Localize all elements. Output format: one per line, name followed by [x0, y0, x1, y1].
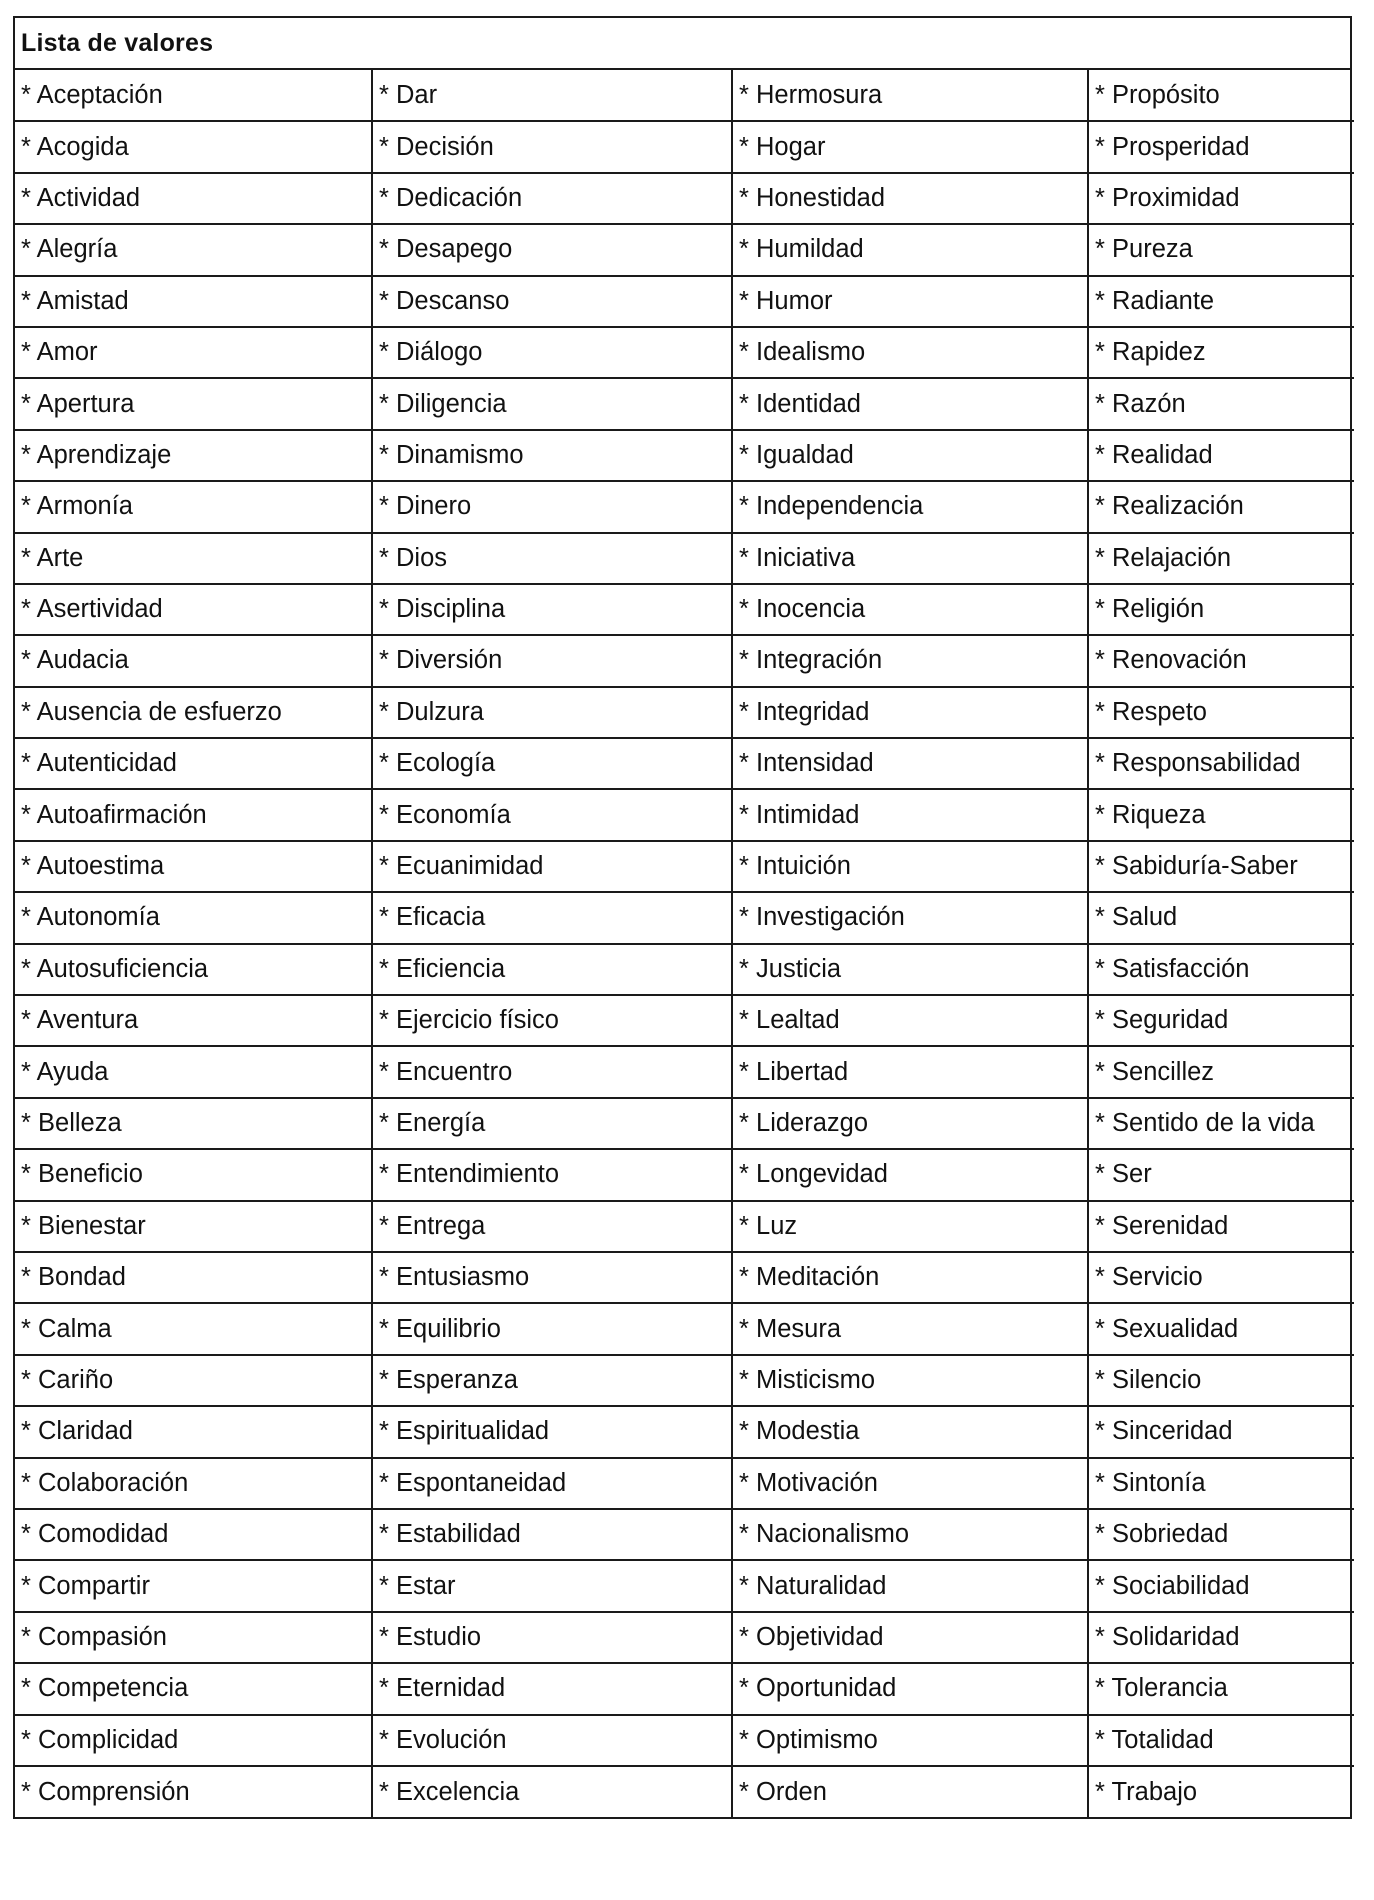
value-cell: * Autoafirmación: [15, 789, 372, 840]
value-cell: * Bondad: [15, 1252, 372, 1303]
value-cell: * Ser: [1088, 1149, 1354, 1200]
table-row: [15, 1560, 1354, 1611]
value-cell: * Trabajo: [1088, 1766, 1354, 1817]
value-cell: * Identidad: [732, 378, 1088, 429]
value-cell: * Relajación: [1088, 533, 1354, 584]
value-cell: * Economía: [372, 789, 732, 840]
table-row: [15, 635, 1354, 686]
value-cell: * Estabilidad: [372, 1509, 732, 1560]
value-cell: * Orden: [732, 1766, 1088, 1817]
value-cell: * Honestidad: [732, 173, 1088, 224]
table-row: [15, 1149, 1354, 1200]
value-cell: * Sexualidad: [1088, 1303, 1354, 1354]
value-cell: * Autonomía: [15, 892, 372, 943]
value-cell: * Integridad: [732, 687, 1088, 738]
value-cell: * Bienestar: [15, 1201, 372, 1252]
table-row: [15, 378, 1354, 429]
value-cell: * Ayuda: [15, 1046, 372, 1097]
value-cell: * Eficacia: [372, 892, 732, 943]
value-cell: * Estudio: [372, 1612, 732, 1663]
table-row: [15, 995, 1354, 1046]
value-cell: * Aceptación: [21, 80, 163, 109]
value-cell: * Solidaridad: [1088, 1612, 1354, 1663]
value-cell: * Rapidez: [1088, 327, 1354, 378]
table-row: [15, 1252, 1354, 1303]
value-cell: * Pureza: [1088, 224, 1354, 275]
value-cell: * Descanso: [372, 276, 732, 327]
value-cell: * Ausencia de esfuerzo: [15, 687, 372, 738]
value-cell: * Igualdad: [732, 430, 1088, 481]
value-cell: * Mesura: [732, 1303, 1088, 1354]
value-cell: * Meditación: [732, 1252, 1088, 1303]
value-cell: * Disciplina: [372, 584, 732, 635]
value-cell: * Compartir: [15, 1560, 372, 1611]
value-cell: * Aprendizaje: [15, 430, 372, 481]
value-cell: * Luz: [732, 1201, 1088, 1252]
value-cell: * Amor: [15, 327, 372, 378]
value-cell: * Optimismo: [732, 1715, 1088, 1766]
value-cell: * Espontaneidad: [372, 1458, 732, 1509]
value-cell: * Dios: [372, 533, 732, 584]
table-row: [15, 481, 1354, 532]
value-cell: * Salud: [1088, 892, 1354, 943]
table-row: [15, 430, 1354, 481]
value-cell: * Tolerancia: [1088, 1663, 1354, 1714]
value-cell: * Sabiduría-Saber: [1088, 841, 1354, 892]
table-row: [15, 121, 1354, 172]
value-cell: * Armonía: [15, 481, 372, 532]
value-cell: * Energía: [372, 1098, 732, 1149]
value-cell: * Entusiasmo: [372, 1252, 732, 1303]
value-cell: * Equilibrio: [372, 1303, 732, 1354]
value-cell: * Compasión: [15, 1612, 372, 1663]
values-table-body: [15, 70, 1354, 1817]
value-cell: * Intuición: [732, 841, 1088, 892]
value-cell: * Longevidad: [732, 1149, 1088, 1200]
value-cell: * Excelencia: [372, 1766, 732, 1817]
value-cell: * Hermosura: [732, 70, 1088, 121]
value-cell: * Beneficio: [15, 1149, 372, 1200]
table-row: [15, 70, 1354, 121]
table-row: [15, 1355, 1354, 1406]
value-cell: * Humor: [732, 276, 1088, 327]
value-cell: * Ejercicio físico: [372, 995, 732, 1046]
value-cell: * Realidad: [1088, 430, 1354, 481]
value-cell: * Eternidad: [372, 1663, 732, 1714]
table-row: [15, 1663, 1354, 1714]
table-row: [15, 1509, 1354, 1560]
value-cell: * Entrega: [372, 1201, 732, 1252]
table-row: [15, 584, 1354, 635]
table-row: [15, 738, 1354, 789]
value-cell: * Sinceridad: [1088, 1406, 1354, 1457]
value-cell: * Decisión: [372, 121, 732, 172]
table-row: [15, 327, 1354, 378]
value-cell: * Amistad: [15, 276, 372, 327]
value-cell: * Asertividad: [15, 584, 372, 635]
value-cell: * Ecuanimidad: [372, 841, 732, 892]
value-cell: * Claridad: [15, 1406, 372, 1457]
value-cell: * Serenidad: [1088, 1201, 1354, 1252]
value-cell: * Humildad: [732, 224, 1088, 275]
table-title: Lista de valores: [21, 28, 214, 57]
value-cell: * Apertura: [15, 378, 372, 429]
value-cell: * Naturalidad: [732, 1560, 1088, 1611]
value-cell: * Totalidad: [1088, 1715, 1354, 1766]
value-cell: * Liderazgo: [732, 1098, 1088, 1149]
value-cell: * Razón: [1088, 378, 1354, 429]
value-cell: * Nacionalismo: [732, 1509, 1088, 1560]
value-cell: * Esperanza: [372, 1355, 732, 1406]
value-cell: * Ecología: [372, 738, 732, 789]
value-cell: * Iniciativa: [732, 533, 1088, 584]
value-cell: * Investigación: [732, 892, 1088, 943]
value-cell: * Satisfacción: [1088, 944, 1354, 995]
table-row: [15, 944, 1354, 995]
value-cell: * Estar: [372, 1560, 732, 1611]
value-cell: * Idealismo: [732, 327, 1088, 378]
value-cell: * Desapego: [372, 224, 732, 275]
value-cell: * Dulzura: [372, 687, 732, 738]
table-row: [15, 224, 1354, 275]
value-cell: * Complicidad: [15, 1715, 372, 1766]
value-cell: * Competencia: [15, 1663, 372, 1714]
value-cell: * Sobriedad: [1088, 1509, 1354, 1560]
value-cell: * Oportunidad: [732, 1663, 1088, 1714]
table-title-row: [15, 18, 1350, 70]
value-cell: * Realización: [1088, 481, 1354, 532]
value-cell: * Inocencia: [732, 584, 1088, 635]
value-cell: * Colaboración: [15, 1458, 372, 1509]
value-cell: * Diversión: [372, 635, 732, 686]
value-cell: * Hogar: [732, 121, 1088, 172]
value-cell: * Lealtad: [732, 995, 1088, 1046]
value-cell: * Responsabilidad: [1088, 738, 1354, 789]
table-row: [15, 1098, 1354, 1149]
table-row: [15, 1458, 1354, 1509]
value-cell: * Dar: [372, 70, 732, 121]
value-cell: * Diligencia: [372, 378, 732, 429]
value-cell: * Independencia: [732, 481, 1088, 532]
table-row: [15, 1766, 1354, 1817]
table-row: [15, 1715, 1354, 1766]
value-cell: * Renovación: [1088, 635, 1354, 686]
value-cell: * Radiante: [1088, 276, 1354, 327]
values-table: [15, 70, 1354, 1817]
value-cell: * Silencio: [1088, 1355, 1354, 1406]
value-cell: * Intensidad: [732, 738, 1088, 789]
value-cell: * Justicia: [732, 944, 1088, 995]
value-cell: * Autosuficiencia: [15, 944, 372, 995]
value-cell: * Sociabilidad: [1088, 1560, 1354, 1611]
value-cell: * Arte: [15, 533, 372, 584]
value-cell: * Comprensión: [15, 1766, 372, 1817]
table-row: [15, 276, 1354, 327]
table-row: [15, 1046, 1354, 1097]
value-cell: * Acogida: [15, 121, 372, 172]
value-cell: * Eficiencia: [372, 944, 732, 995]
value-cell: * Religión: [1088, 584, 1354, 635]
table-row: [15, 1303, 1354, 1354]
value-cell: * Riqueza: [1088, 789, 1354, 840]
value-cell: * Diálogo: [372, 327, 732, 378]
value-cell: * Propósito: [1088, 70, 1354, 121]
value-cell: * Proximidad: [1088, 173, 1354, 224]
value-cell: * Autenticidad: [15, 738, 372, 789]
table-row: [15, 533, 1354, 584]
value-cell: * Servicio: [1088, 1252, 1354, 1303]
value-cell: * Aventura: [15, 995, 372, 1046]
value-cell: * Dedicación: [372, 173, 732, 224]
value-cell: * Actividad: [15, 173, 372, 224]
table-row: [15, 173, 1354, 224]
table-row: [15, 892, 1354, 943]
value-cell: * Cariño: [15, 1355, 372, 1406]
value-cell: * Respeto: [1088, 687, 1354, 738]
values-list-table-frame: [13, 16, 1352, 1819]
value-cell: * Sencillez: [1088, 1046, 1354, 1097]
value-cell: * Modestia: [732, 1406, 1088, 1457]
value-cell: * Entendimiento: [372, 1149, 732, 1200]
value-cell: * Objetividad: [732, 1612, 1088, 1663]
value-cell: * Belleza: [15, 1098, 372, 1149]
value-cell: * Integración: [732, 635, 1088, 686]
value-cell: * Libertad: [732, 1046, 1088, 1097]
value-cell: * Intimidad: [732, 789, 1088, 840]
value-cell: * Autoestima: [15, 841, 372, 892]
value-cell: * Motivación: [732, 1458, 1088, 1509]
table-row: [15, 789, 1354, 840]
value-cell: * Dinamismo: [372, 430, 732, 481]
value-cell: * Misticismo: [732, 1355, 1088, 1406]
value-cell: * Calma: [15, 1303, 372, 1354]
table-row: [15, 687, 1354, 738]
value-cell: * Audacia: [15, 635, 372, 686]
value-cell: * Prosperidad: [1088, 121, 1354, 172]
value-cell: * Espiritualidad: [372, 1406, 732, 1457]
value-cell: * Comodidad: [15, 1509, 372, 1560]
value-cell: * Seguridad: [1088, 995, 1354, 1046]
value-cell: * Sintonía: [1088, 1458, 1354, 1509]
value-cell: * Alegría: [15, 224, 372, 275]
value-cell: * Evolución: [372, 1715, 732, 1766]
table-row: [15, 841, 1354, 892]
value-cell: * Sentido de la vida: [1088, 1098, 1354, 1149]
table-row: [15, 1612, 1354, 1663]
value-cell: * Encuentro: [372, 1046, 732, 1097]
value-cell: * Dinero: [372, 481, 732, 532]
table-row: [15, 1201, 1354, 1252]
table-row: [15, 1406, 1354, 1457]
